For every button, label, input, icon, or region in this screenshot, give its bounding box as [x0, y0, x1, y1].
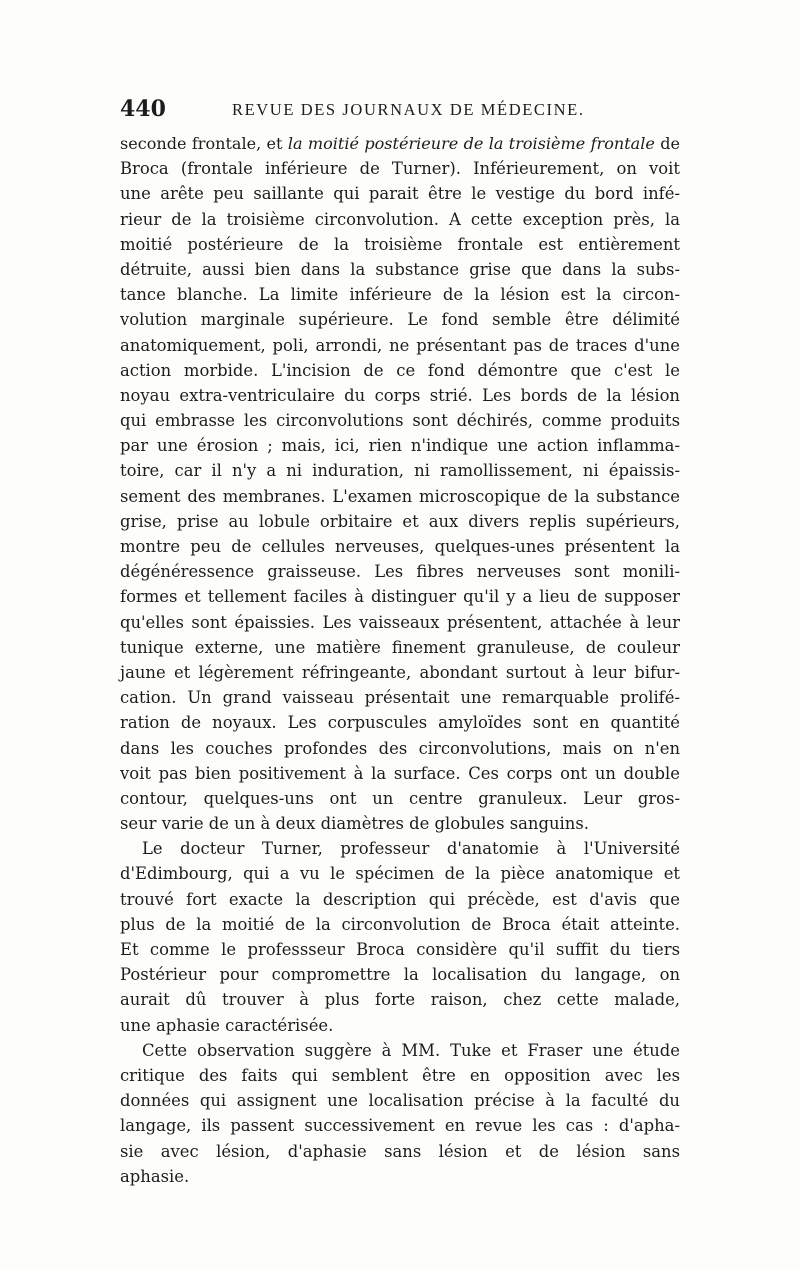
- text-line: montre peu de cellules nerveuses, quelques-unes présentent la: [120, 537, 680, 556]
- text-line: noyau extra-ventriculaire du corps strié. Les bords de la lésion: [120, 385, 680, 405]
- text-line: langage, ils passent successivement en revue les cas : d'apha-: [120, 1116, 680, 1136]
- text-line: anatomiquement, poli, arrondi, ne présentant pas de traces d'une: [120, 335, 680, 355]
- text-line: action morbide. L'incision de ce fond démontre que c'est le: [120, 360, 680, 380]
- page-header: [120, 96, 680, 124]
- paragraph-start-line: Cette observation suggère à MM. Tuke et Fraser une étude: [142, 1040, 680, 1060]
- running-title: REVUE DES JOURNAUX DE MÉDECINE.: [232, 100, 585, 119]
- text-line: sie avec lésion, d'aphasie sans lésion et de lésion sans: [120, 1141, 680, 1161]
- paragraph-start-line: Le docteur Turner, professeur d'anatomie à l'Université: [142, 839, 680, 859]
- text-line: une aphasie caractérisée.: [120, 1015, 334, 1035]
- text-line: par une érosion ; mais, ici, rien n'indique une action inflamma-: [120, 436, 680, 456]
- text-line: contour, quelques-uns ont un centre granuleux. Leur gros-: [120, 788, 680, 808]
- text-line: dégénéressence graisseuse. Les fibres nerveuses sont monili-: [120, 562, 680, 582]
- text-line: Postérieur pour compromettre la localisation du langage, on: [120, 965, 680, 985]
- text-line: toire, car il n'y a ni induration, ni ramollissement, ni épaissis-: [120, 461, 680, 481]
- text-line: plus de la moitié de la circonvolution de Broca était atteinte.: [120, 914, 680, 934]
- body-text: [120, 131, 680, 1189]
- text-line: dans les couches profondes des circonvolutions, mais on n'en: [120, 738, 680, 758]
- text-line: critique des faits qui semblent être en opposition avec les: [120, 1065, 680, 1085]
- text-line: Et comme le professseur Broca considère qu'il suffit du tiers: [120, 940, 680, 959]
- text-line: aurait dû trouver à plus forte raison, chez cette malade,: [120, 990, 680, 1010]
- text-line: Broca (frontale inférieure de Turner). Inférieurement, on voit: [120, 159, 680, 179]
- text-line: sement des membranes. L'examen microscopique de la substance: [120, 486, 680, 506]
- text-line: tance blanche. La limite inférieure de la lésion est la circon-: [120, 285, 680, 305]
- text-line: trouvé fort exacte la description qui précède, est d'avis que: [120, 889, 680, 909]
- text-line: détruite, aussi bien dans la substance grise que dans la subs-: [120, 259, 680, 279]
- text-line: volution marginale supérieure. Le fond semble être délimité: [120, 310, 680, 330]
- text-line: qui embrasse les circonvolutions sont déchirés, comme produits: [120, 411, 680, 431]
- text-line: seur varie de un à deux diamètres de globules sanguins.: [120, 814, 589, 834]
- text-line: données qui assignent une localisation précise à la faculté du: [120, 1091, 680, 1111]
- page-number: 440: [120, 96, 166, 122]
- text-line: moitié postérieure de la troisième frontale est entièrement: [120, 234, 680, 254]
- italic-emphasis: la moitié postérieure de la troisième frontale: [287, 134, 655, 153]
- text-line: jaune et légèrement réfringeante, abondant surtout à leur bifur-: [120, 662, 680, 682]
- text-line: seconde frontale, et la moitié postérieure de la troisième frontale de: [120, 134, 680, 153]
- text-line: d'Edimbourg, qui a vu le spécimen de la pièce anatomique et: [120, 864, 680, 884]
- text-line: formes et tellement faciles à distinguer qu'il y a lieu de supposer: [120, 587, 680, 607]
- text-line: grise, prise au lobule orbitaire et aux divers replis supérieurs,: [120, 511, 680, 531]
- text-line: tunique externe, une matière finement granuleuse, de couleur: [120, 637, 680, 657]
- text-line: rieur de la troisième circonvolution. A cette exception près, la: [120, 209, 680, 229]
- text-line: ration de noyaux. Les corpuscules amyloïdes sont en quantité: [120, 713, 680, 733]
- text-line: voit pas bien positivement à la surface. Ces corps ont un double: [120, 763, 680, 783]
- text-line: qu'elles sont épaissies. Les vaisseaux présentent, attachée à leur: [120, 612, 680, 632]
- text-line: cation. Un grand vaisseau présentait une remarquable prolifé-: [120, 688, 680, 708]
- text-line: aphasie.: [120, 1166, 190, 1186]
- text-line: une arête peu saillante qui parait être le vestige du bord infé-: [120, 184, 680, 204]
